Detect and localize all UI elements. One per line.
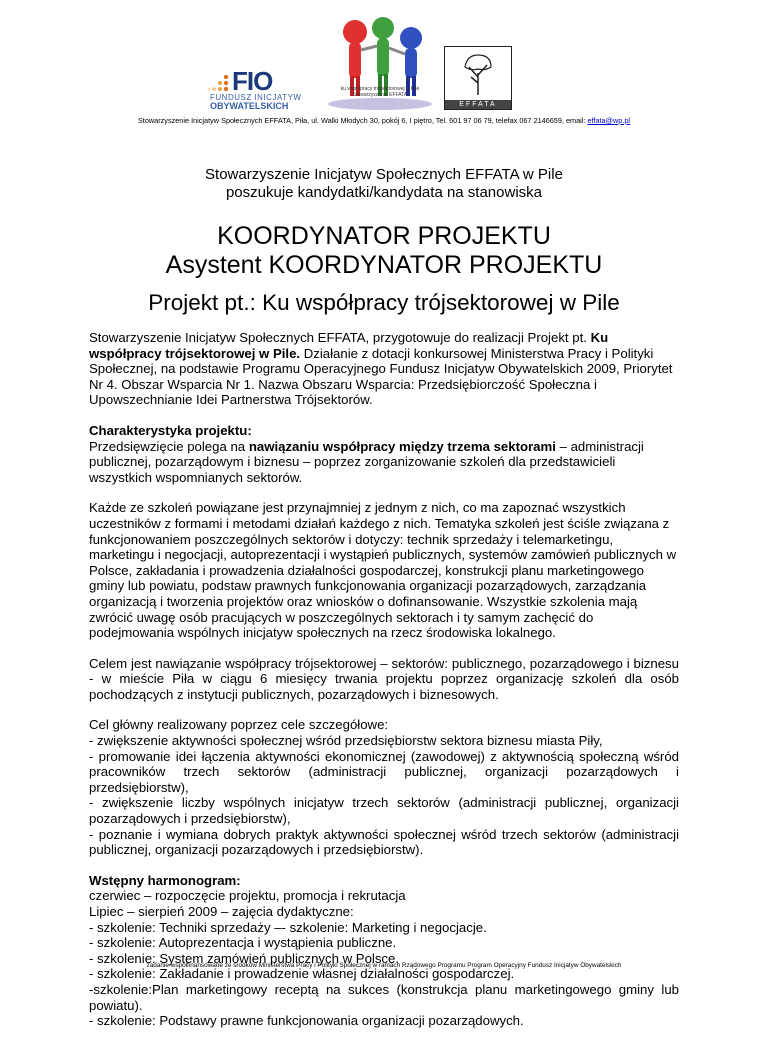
intro-line-2: poszukuje kandydatki/kandydata na stanowiska — [225, 184, 543, 201]
schedule-item: - szkolenie: System zamówień publicznych w Polsce. — [89, 950, 400, 966]
paragraph-trainings: Każde ze szkoleń powiązane jest przynajmniej z jednym z nich, co ma zapoznać wszystkich uczestników z formami i metodami działań każdego z nich. Tematyka szkoleń jest ściśle związana z funkcjonowaniem poszczególnych sektorów i dotyczy: technik sprzedaży i telemarketingu, marketingu i negocjacji, autoprezentacji i wystąpień publicznych, systemów zamówień publicznych w Polsce, zakładania i prowadzenia działalności gospodarczej, konstrukcji planu marketingowego gminy lub powiatu, podstaw prawnych funkcjonowania organizacji pozarządowych, zarządzania organizacją i tworzenia projektów oraz wniosków o dofinansowanie. Wszystkie szkolenia mają zwrócić uwagę osób pracujących w poszczególnych sektorach i ty samym zachęcić do podejmowania wspólnych inicjatyw społecznych na rzecz środowiska lokalnego. — [89, 500, 677, 641]
page-footer: zadanie współfinansowane ze środków Ministerstwa Pracy i Polityki Społecznej w ramach Rządowego Programu Program Operacyjny Fundusz Inicjatyw Obywatelskich — [146, 962, 622, 969]
p1-text-bold: Ku współpracy trójsektorowej w Pile. — [89, 330, 609, 361]
intro — [0, 166, 768, 202]
body-text — [89, 330, 679, 1044]
schedule-item: -szkolenie:Plan marketingowy receptą na sukces (konstrukcja planu marketingowego gminy lub powiatu). — [89, 981, 679, 1013]
fio-dots-icon — [206, 74, 230, 92]
schedule-heading: Wstępny harmonogram: — [89, 872, 241, 888]
objective-item: - zwiększenie liczby wspólnych inicjatyw trzech sektorów (administracji publicznej, organizacji pozarządowych i przedsiębiorstw), — [89, 795, 679, 827]
position-title-2: Asystent KOORDYNATOR PROJEKTU — [165, 251, 603, 279]
paragraph-intro — [89, 330, 679, 408]
fio-subtitle-2: OBYWATELSKICH — [210, 101, 289, 111]
fio-subtitle: FUNDUSZ INICJATYW — [210, 93, 302, 102]
schedule-item: Lipiec – sierpień 2009 – zajęcia dydaktyczne: — [89, 904, 354, 919]
objectives-lead: Cel główny realizowany poprzez cele szczegółowe: — [89, 717, 389, 733]
effata-label: EFFATA — [445, 100, 511, 109]
p2-text-a: Przedsięwzięcie polega na — [89, 438, 249, 454]
paragraph-objectives — [89, 717, 679, 857]
email-link[interactable]: effata@wp.pl — [587, 116, 631, 125]
contact-text: Stowarzyszenie Inicjatyw Społecznych EFFATA, Piła, ul. Walki Młodych 30, pokój 6, I piętro, Tel. 601 97 06 79, telefax 067 2146659, email: — [137, 116, 588, 125]
p2-text-c: – administracji publicznej, pozarządowym i biznesu – poprzez zorganizowanie szkoleń dla przedstawicieli wszystkich wspomnianych sektorów. — [89, 438, 644, 485]
schedule-item: - szkolenie: Zakładanie i prowadzenie własnej działalności gospodarczej. — [89, 966, 515, 982]
paragraph-characteristics — [89, 423, 679, 485]
position-title — [0, 222, 768, 280]
p1-text-a: Stowarzyszenie Inicjatyw Społecznych EFFATA, przygotowuje do realizacji Projekt pt. — [89, 330, 591, 345]
schedule-item: czerwiec – rozpoczęcie projektu, promocja i rekrutacja — [89, 888, 406, 904]
position-title-1: KOORDYNATOR PROJEKTU — [217, 222, 551, 250]
objective-item: - poznanie i wymiana dobrych praktyk aktywności społecznej wśród trzech sektorów (administracji publicznej, organizacji pozarządowych i przedsiębiorstw). — [89, 826, 679, 858]
paragraph-schedule — [89, 873, 679, 1029]
page-header — [0, 0, 768, 140]
figures-caption: ku współpracy trójsektorowej w Pile Stowarzyszenie EFFATA — [340, 86, 420, 98]
fio-logo — [206, 66, 316, 110]
schedule-item: - szkolenie: Techniki sprzedaży –- szkolenie: Marketing i negocjacje. — [89, 919, 487, 935]
schedule-item: - szkolenie: Autoprezentacja i wystąpienia publiczne. — [89, 935, 397, 951]
characteristics-heading: Charakterystyka projektu: — [89, 422, 252, 438]
fio-name: FIO — [232, 66, 273, 96]
intro-line-1: Stowarzyszenie Inicjatyw Społecznych EFFATA w Pile — [205, 166, 563, 183]
tree-icon — [445, 47, 511, 99]
project-title: Projekt pt.: Ku współpracy trójsektorowej w Pile — [148, 290, 620, 315]
objective-item: - promowanie idei łączenia aktywności ekonomicznej (zawodowej) z aktywnością społeczną wśród pracowników trzech sektorów (administracji publicznej, organizacji pozarządowych i przedsiębiorstw), — [89, 748, 679, 795]
paragraph-goal: Celem jest nawiązanie współpracy trójsektorowej – sektorów: publicznego, pozarządowego i biznesu - w mieście Piła w ciągu 6 miesięcy trwania projektu poprzez organizację szkoleń dla osób pochodzących z instytucji publicznych, pozarządowych i biznesowych. — [89, 655, 679, 702]
effata-logo — [444, 46, 512, 110]
p1-text-c: Działanie z dotacji konkursowej Ministerstwa Pracy i Polityki Społecznej, na podstawie Programu Operacyjnego Fundusz Inicjatyw Obywatelskich 2009, Priorytet Nr 4. Obszar Wsparcia Nr 1. Nazwa Obszaru Wsparcia: Przedsiębiorczość Społeczna i Upowszechnianie Idei Partnerstwa Trójsektorów. — [89, 345, 673, 408]
objective-item: - zwiększenie aktywności społecznej wśród przedsiębiorstw sektora biznesu miasta Piły, — [89, 733, 603, 749]
schedule-item: - szkolenie: Podstawy prawne funkcjonowania organizacji pozarządowych. — [89, 1013, 524, 1029]
contact-line — [0, 116, 768, 125]
p2-text-bold: nawiązaniu współpracy między trzema sektorami — [248, 438, 556, 454]
